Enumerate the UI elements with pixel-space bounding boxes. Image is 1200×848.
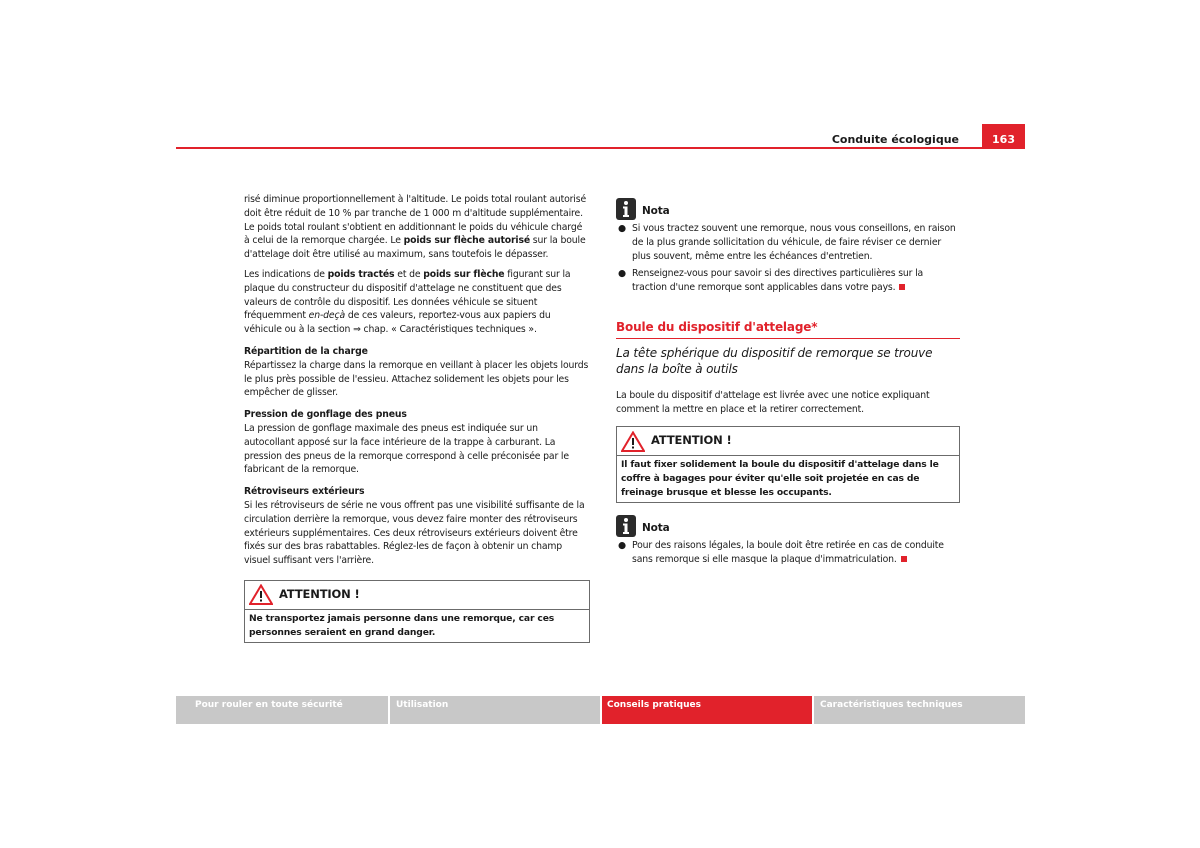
subheading-load-distribution: Répartition de la charge <box>244 345 368 357</box>
subheading-mirrors: Rétroviseurs extérieurs <box>244 486 365 498</box>
note-bullet: ● Renseignez-vous pour savoir si des directives particulières sur la traction d'une remorque sont applicables dans votre pays. <box>618 268 924 294</box>
section-title: Boule du dispositif d'attelage* <box>616 321 960 339</box>
running-header-title: Conduite écologique <box>831 133 959 146</box>
warning-title: ATTENTION ! <box>279 587 360 602</box>
tab-safety[interactable]: Pour rouler en toute sécurité <box>176 696 388 724</box>
paragraph-altitude: risé diminue proportionnellement à l'altitude. Le poids total roulant autorisé doit être réduit de 10 % par tranche de 1 000 m d'altitude supplémentaire. Le poids total roulant s'obtient en additionnant le poids du véhicule chargé à celui de la remorque chargée. Le poids sur flèche autorisé sur la boule d'attelage doit être utilisé au maximum, sans toutefois le dépasser. <box>244 194 587 261</box>
info-icon <box>616 198 636 220</box>
note-bullet: ● Pour des raisons légales, la boule doit être retirée en cas de conduite sans remorque si elle masque la plaque d'immatriculation. <box>618 540 944 565</box>
note-title: Nota <box>642 205 670 218</box>
left-column <box>244 193 590 643</box>
note-title: Nota <box>642 522 670 535</box>
paragraph-load-distribution: Répartissez la charge dans la remorque en veillant à placer les objets lourds le plus près possible de l'essieu. Attachez solidement les objets pour les empêcher de glisser. <box>244 359 589 399</box>
warning-text: Il faut fixer solidement la boule du dispositif d'attelage dans le coffre à bagages pour éviter qu'elle soit projetée en cas de freinage brusque et blesse les occupants. <box>621 459 939 498</box>
paragraph-mirrors: Si les rétroviseurs de série ne vous offrent pas une visibilité suffisante de la circulation derrière la remorque, vous devez faire monter des rétroviseurs extérieurs supplémentaires. Ces deux rétroviseurs extérieurs doivent être fixés sur des bras rabattables. Réglez-les de façon à obtenir un champ visuel suffisant vers l'arrière. <box>244 499 585 567</box>
note-header <box>616 513 960 537</box>
warning-header <box>617 427 959 456</box>
bullet-icon: ● <box>618 223 626 234</box>
paragraph-tow-ball: La boule du dispositif d'attelage est livrée avec une notice expliquant comment la mettre en place et la retirer correctement. <box>616 389 930 415</box>
footer-chapter-tabs <box>176 696 1025 724</box>
tab-practical-advice[interactable]: Conseils pratiques <box>602 696 812 724</box>
note-bullet: ● Si vous tractez souvent une remorque, nous vous conseillons, en raison de la plus grande sollicitation du véhicule, de faire réviser ce dernier plus souvent, même entre les échéances d'entretien. <box>618 223 956 262</box>
paragraph-tyre-pressure: La pression de gonflage maximale des pneus est indiquée sur un autocollant apposé sur la face intérieure de la trappe à carburant. La pression des pneus de la remorque correspond à celle préconisée par le fabricant de la remorque. <box>244 422 569 476</box>
subheading-tyre-pressure: Pression de gonflage des pneus <box>244 409 407 421</box>
note-header <box>616 196 960 220</box>
page-number: 163 <box>982 124 1025 149</box>
info-icon <box>616 515 636 537</box>
tab-operation[interactable]: Utilisation <box>390 696 600 724</box>
warning-title: ATTENTION ! <box>651 433 732 448</box>
end-of-section-icon <box>901 556 907 562</box>
warning-header <box>245 581 589 610</box>
bullet-icon: ● <box>618 540 626 552</box>
bullet-icon: ● <box>618 268 626 280</box>
end-of-section-icon <box>899 284 905 290</box>
header-rule <box>176 147 1025 149</box>
section-subtitle: La tête sphérique du dispositif de remorque se trouve dans la boîte à outils <box>616 345 933 376</box>
warning-box <box>244 580 590 643</box>
warning-text: Ne transportez jamais personne dans une remorque, car ces personnes seraient en grand danger. <box>249 612 555 638</box>
paragraph-plate-values: Les indications de poids tractés et de poids sur flèche figurant sur la plaque du constructeur du dispositif d'attelage ne constituent que des valeurs de contrôle du dispositif. Les données véhicule se situent fréquemment en-deçà de ces valeurs, reportez-vous aux papiers du véhicule ou à la section ⇒ chap. « Caractéristiques techniques ». <box>244 268 571 336</box>
warning-triangle-icon <box>621 431 645 452</box>
right-column <box>616 196 960 571</box>
tab-technical-data[interactable]: Caractéristiques techniques <box>814 696 1025 724</box>
warning-box <box>616 426 960 503</box>
warning-triangle-icon <box>249 584 273 605</box>
